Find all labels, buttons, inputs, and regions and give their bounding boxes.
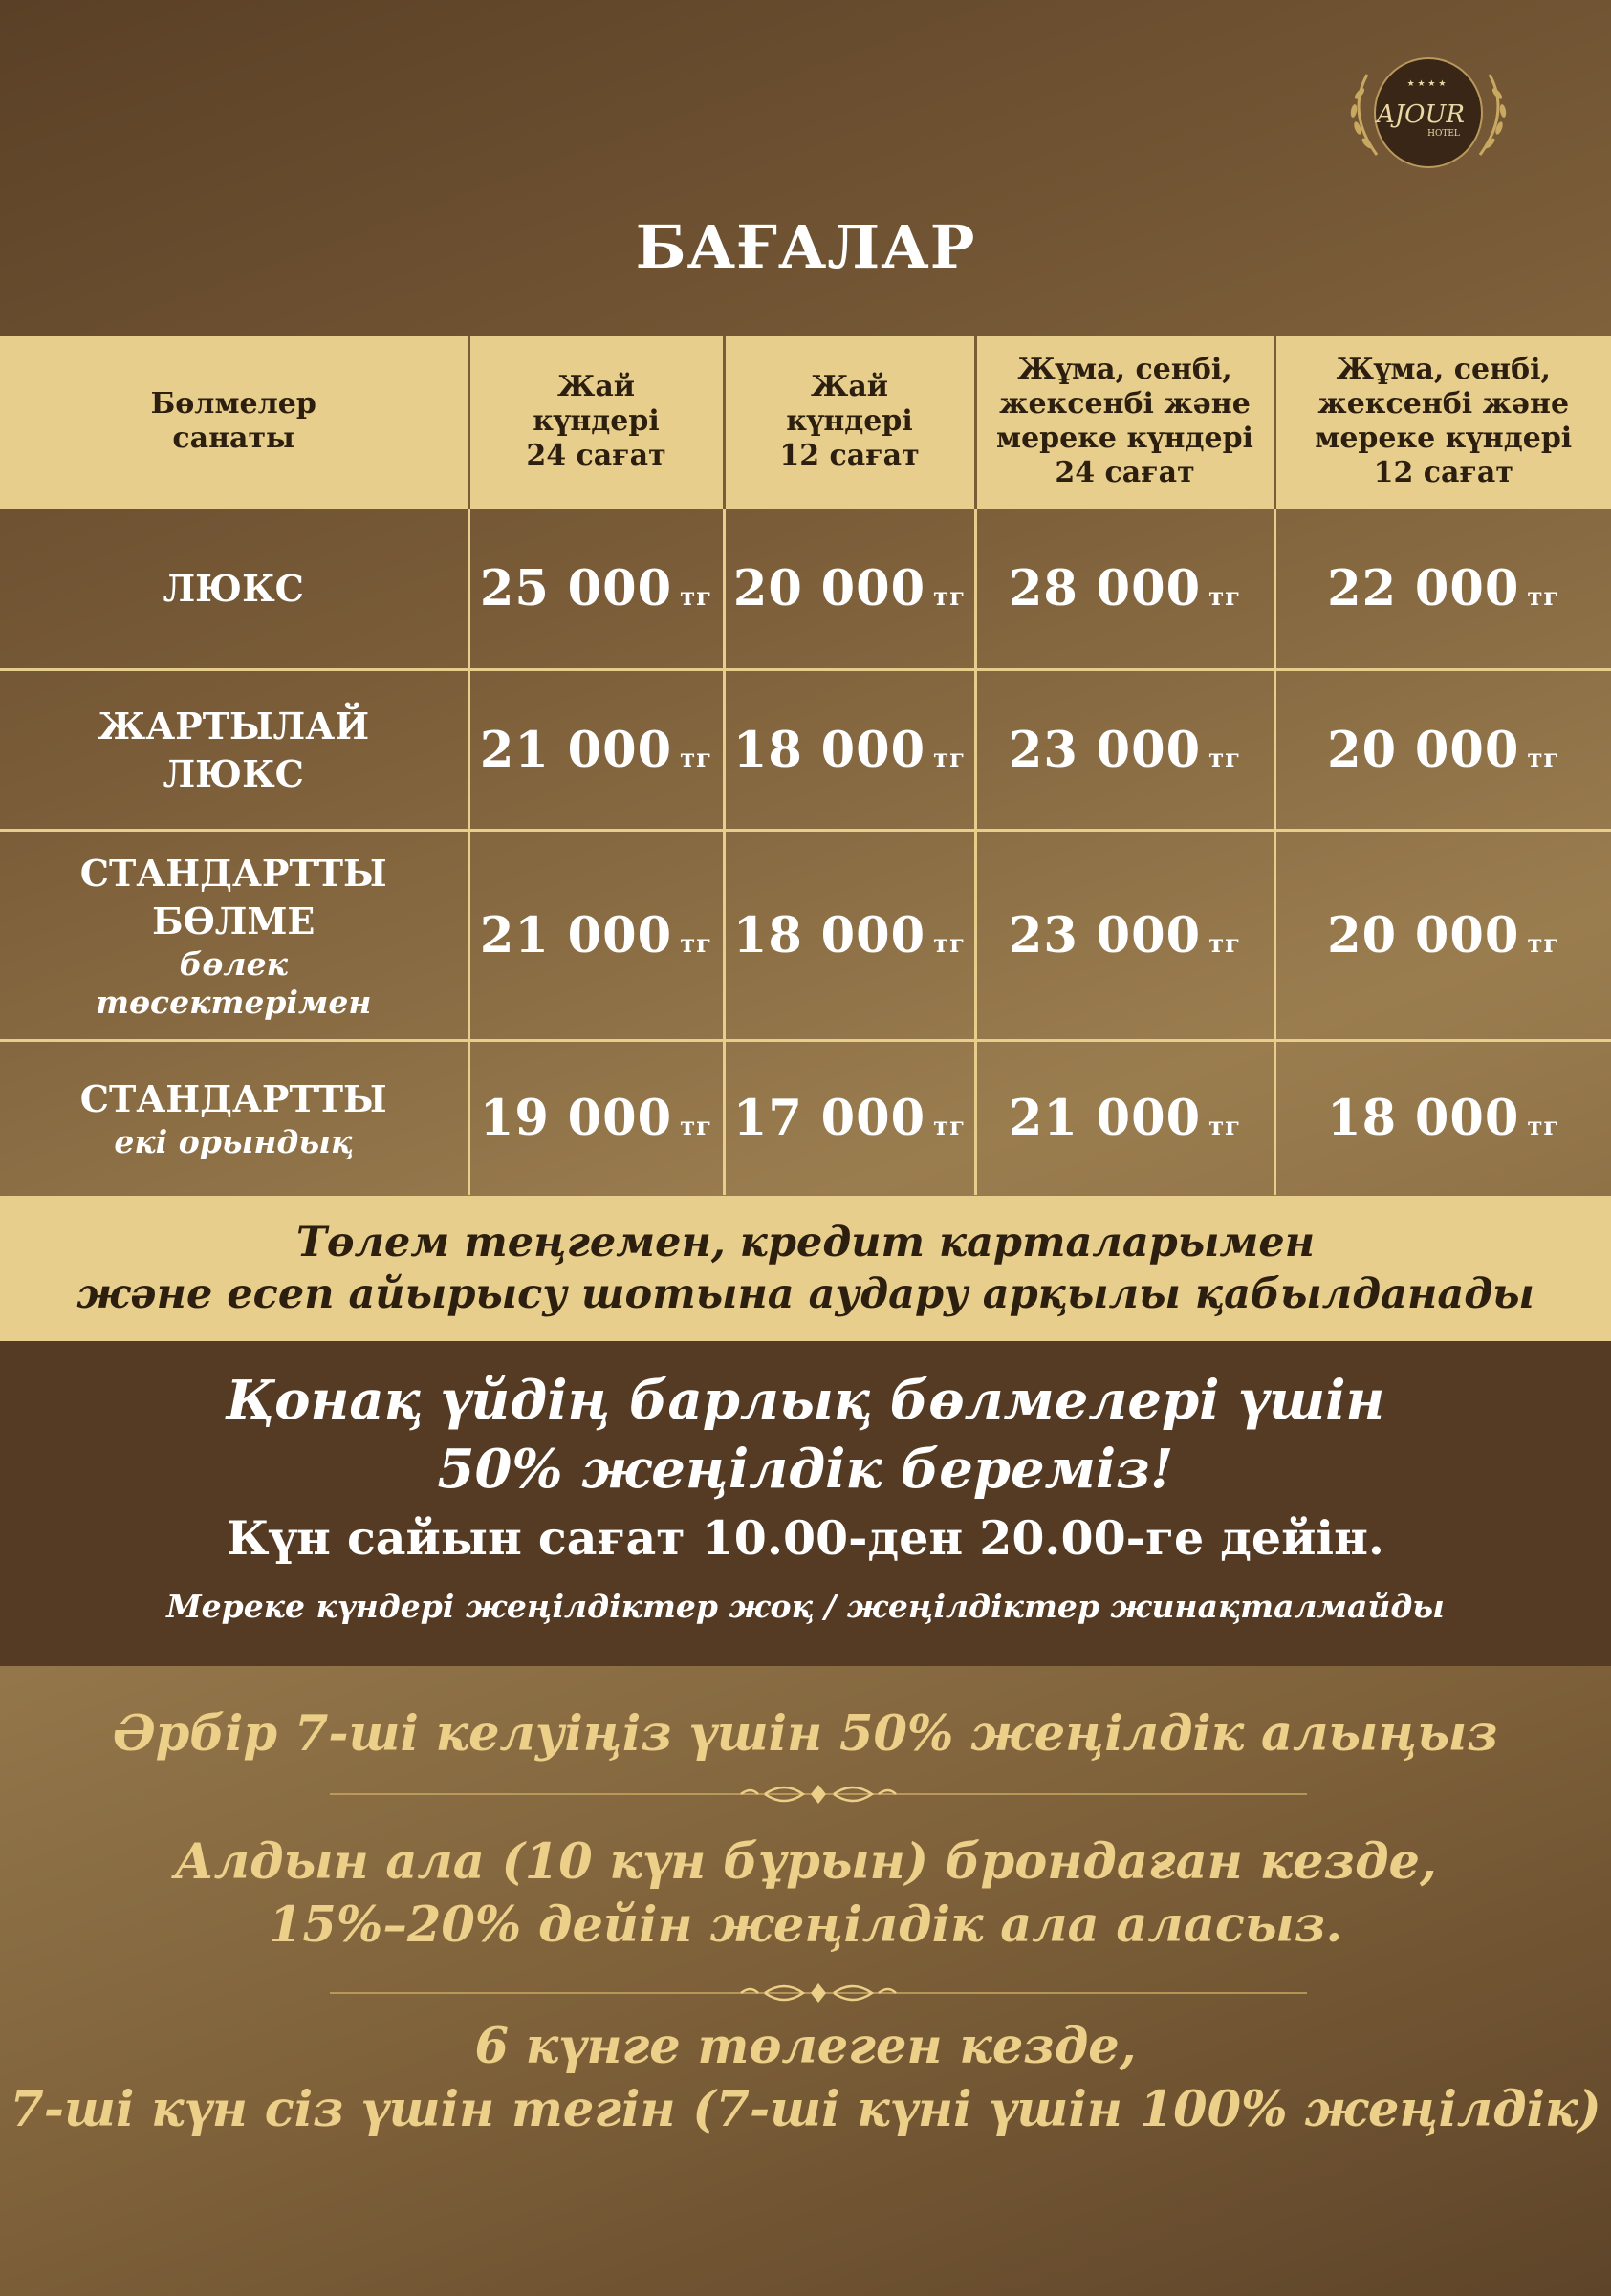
price-cell: 25 000 тг bbox=[468, 509, 724, 670]
price-cell: 23 000 тг bbox=[975, 670, 1274, 831]
room-category-standard-twin: СТАНДАРТТЫ БӨЛМЕ бөлек төсектерімен bbox=[0, 831, 468, 1041]
promo-headline: Қонақ үйдің барлық бөлмелері үшін 50% жеңілдік береміз! bbox=[226, 1369, 1385, 1501]
table-row bbox=[0, 1041, 1611, 1196]
price-cell: 17 000 тг bbox=[724, 1041, 975, 1196]
payment-info bbox=[0, 1196, 1611, 1341]
header-weekend-24h: Жұма, сенбі, жексенбі және мереке күндері 24 сағат bbox=[975, 336, 1274, 509]
room-category-semi-lux: ЖАРТЫЛАЙ ЛЮКС bbox=[0, 670, 468, 831]
price-cell: 18 000 тг bbox=[724, 670, 975, 831]
hotel-logo bbox=[1339, 55, 1518, 170]
table-row bbox=[0, 509, 1611, 670]
logo-brand: AJOUR bbox=[1376, 100, 1466, 129]
svg-text:★ ★ ★ ★: ★ ★ ★ ★ bbox=[1406, 79, 1447, 89]
ornament-divider bbox=[330, 1775, 1307, 1813]
price-cell: 21 000 тг bbox=[468, 670, 724, 831]
price-cell: 21 000 тг bbox=[468, 831, 724, 1041]
promo-note: Мереке күндері жеңілдіктер жоқ / жеңілдіктер жинақталмайды bbox=[166, 1588, 1445, 1625]
offer-early-booking: Алдын ала (10 күн бұрын) брондаған кезде, 15%–20% дейін жеңілдік ала аласыз. bbox=[174, 1833, 1437, 1954]
page-title: БАҒАЛАР bbox=[635, 212, 976, 282]
header-room-category: Бөлмелер санаты bbox=[0, 336, 468, 509]
price-cell: 20 000 тг bbox=[1274, 670, 1611, 831]
offer-seventh-day-free: 6 күнге төлеген кезде, 7-ші күн сіз үшін тегін (7-ші күні үшін 100% жеңілдік) bbox=[10, 2018, 1601, 2138]
promo-hours: Күн сайын сағат 10.00-ден 20.00-ге дейін. bbox=[226, 1510, 1384, 1566]
table-header-row bbox=[0, 336, 1611, 509]
price-cell: 18 000 тг bbox=[724, 831, 975, 1041]
logo-subtitle: HOTEL bbox=[1427, 129, 1460, 139]
header-weekday-12h: Жай күндері 12 сағат bbox=[724, 336, 975, 509]
price-cell: 21 000 тг bbox=[975, 1041, 1274, 1196]
price-cell: 20 000 тг bbox=[724, 509, 975, 670]
price-table bbox=[0, 336, 1611, 1195]
offer-seventh-visit: Әрбір 7-ші келуіңіз үшін 50% жеңілдік алыңыз bbox=[113, 1705, 1498, 1763]
price-cell: 19 000 тг bbox=[468, 1041, 724, 1196]
table-row bbox=[0, 670, 1611, 831]
price-cell: 18 000 тг bbox=[1274, 1041, 1611, 1196]
price-cell: 22 000 тг bbox=[1274, 509, 1611, 670]
price-cell: 28 000 тг bbox=[975, 509, 1274, 670]
header-weekday-24h: Жай күндері 24 сағат bbox=[468, 336, 724, 509]
price-cell: 20 000 тг bbox=[1274, 831, 1611, 1041]
payment-line-2: және есеп айырысу шотына аудару арқылы қабылданады bbox=[76, 1270, 1535, 1318]
room-category-lux: ЛЮКС bbox=[0, 509, 468, 670]
discount-promo bbox=[0, 1341, 1611, 1666]
ornament-divider bbox=[330, 1974, 1307, 2012]
payment-line-1: Төлем теңгемен, кредит карталарымен bbox=[295, 1219, 1316, 1267]
header-weekend-12h: Жұма, сенбі, жексенбі және мереке күндері 12 сағат bbox=[1274, 336, 1611, 509]
table-row bbox=[0, 831, 1611, 1041]
room-category-standard-double: СТАНДАРТТЫ екі орындық bbox=[0, 1041, 468, 1196]
price-cell: 23 000 тг bbox=[975, 831, 1274, 1041]
